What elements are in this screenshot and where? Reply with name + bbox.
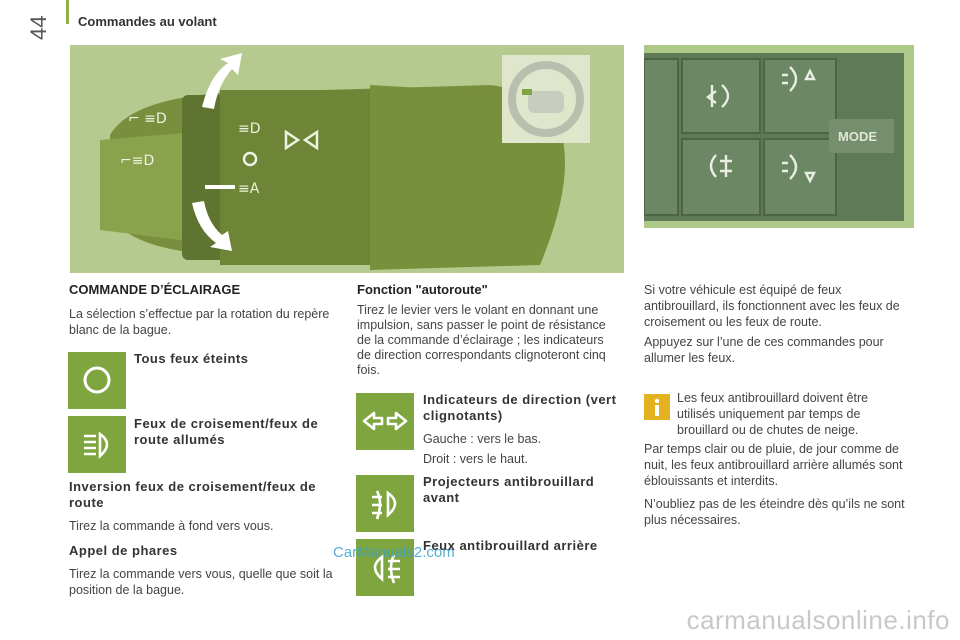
front-fog-lamp-icon [356,475,414,532]
site-watermark: CarManuals2.com [333,544,455,561]
fog-reminder-text: N’oubliez pas de les éteindre dès qu’ils ne sont plus nécessaires. [644,497,905,527]
fog-warning-text: Par temps clair ou de pluie, de jour comme de nuit, les feux antibrouillard arrière allumés sont éblouissants et interdits. [644,442,903,488]
fog-intro-text: Si votre véhicule est équipé de feux antibrouillard, ils fonctionnent avec les feux de croisement ou les feux de route. [644,283,900,329]
svg-text:≡A: ≡A [238,181,260,197]
motorway-function-text: Tirez le levier vers le volant en donnant une impulsion, sans passer le point de résistance de la commande d’éclairage ; les indicateurs de direction correspondants clignoteront cinq fois. [357,303,606,377]
front-fog-lamp-title: Projecteurs antibrouillard avant [423,474,595,505]
beam-inversion-text: Tirez la commande à fond vers vous. [69,519,274,533]
headlamp-flash-text: Tirez la commande vers vous, quelle que soit la position de la bague. [69,567,333,597]
lighting-section-title: COMMANDE D’ÉCLAIRAGE [69,282,241,297]
header-accent-bar [66,0,69,24]
motorway-function-title: Fonction "autoroute" [357,282,488,297]
beam-inversion-title: Inversion feux de croisement/feux de route [69,479,317,510]
info-note-lead: Les feux antibrouillard doivent être utilisés uniquement par temps de brouillard ou de chutes de neige. [677,391,869,437]
lighting-intro-text: La sélection s’effectue par la rotation du repère blanc de la bague. [69,307,330,337]
indicator-right-text: Droit : vers le haut. [423,452,528,466]
fog-switch-illustration [644,45,914,228]
svg-text:⌐ ≡D: ⌐ ≡D [128,111,167,127]
lighting-stalk-illustration [70,45,624,273]
info-icon [644,394,670,420]
lights-off-icon [68,352,126,409]
lights-off-label: Tous feux éteints [134,351,249,366]
direction-indicator-icon [356,393,414,450]
fog-press-text: Appuyez sur l’une de ces commandes pour allumer les feux. [644,335,884,365]
direction-indicator-title: Indicateurs de direction (vert clignotants) [423,392,617,423]
svg-text:⌐≡D: ⌐≡D [120,153,155,169]
footer-watermark: carmanualsonline.info [686,605,950,635]
rear-fog-lamp-title: Feux antibrouillard arrière [423,538,598,553]
indicator-left-text: Gauche : vers le bas. [423,432,542,446]
headlamp-flash-title: Appel de phares [69,543,178,558]
mode-button-label: MODE [838,129,877,144]
low-high-beam-icon [68,416,126,473]
page-number: 44 [26,15,51,40]
svg-text:≡D: ≡D [238,121,261,137]
page-header: Commandes au volant [78,14,217,29]
low-high-beam-label: Feux de croisement/feux de route allumés [134,416,319,447]
